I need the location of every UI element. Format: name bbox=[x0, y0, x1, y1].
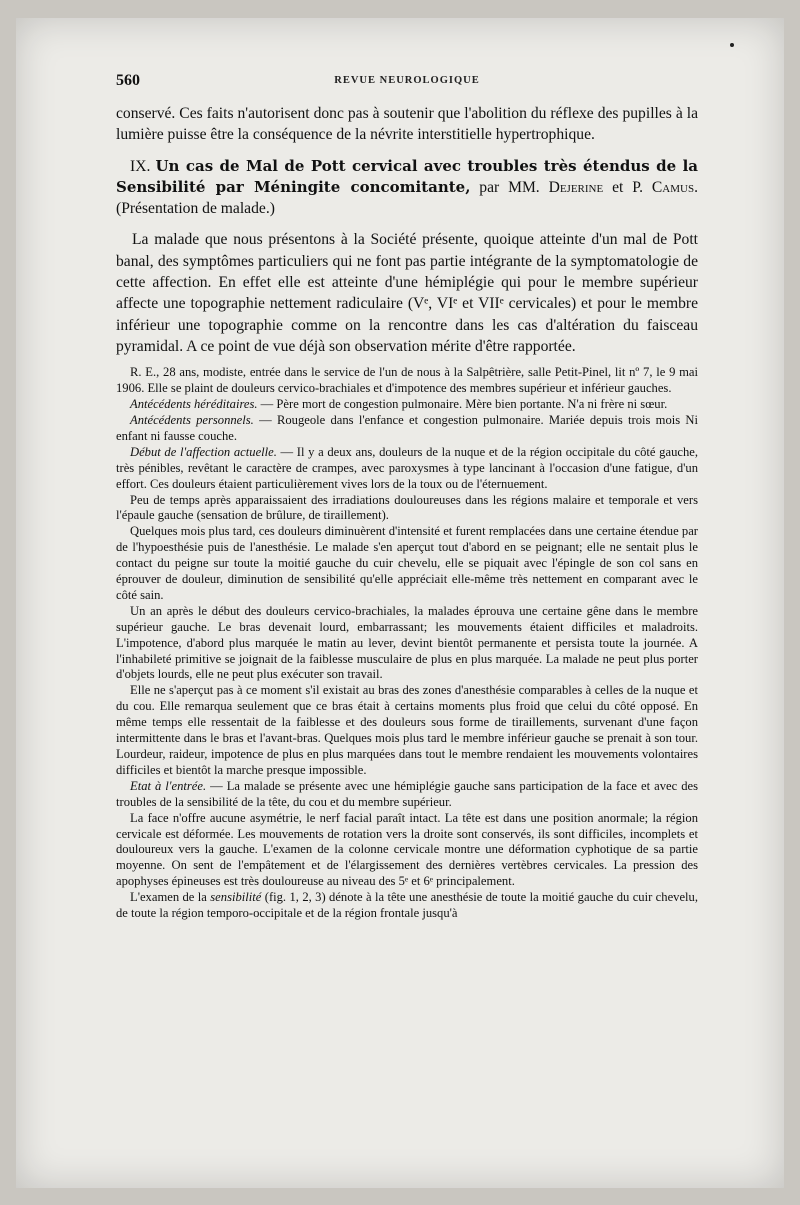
running-head: REVUE NEUROLOGIQUE bbox=[334, 75, 480, 86]
label-sensibility: sensibilité bbox=[210, 890, 262, 905]
ink-spot bbox=[730, 43, 734, 47]
case-paragraph-8: Elle ne s'aperçut pas à ce moment s'il existait au bras des zones d'anesthésie comparables à celles de la nuque et du cou. Elle remarqua seulement que ce bras était à certains moments plus froid que celui du côté opposé. En même temps elle ressentait de la faiblesse et des douleurs sous forme de tiraillements, survenant d'une façon intermittente dans le bras et l'avant-bras. Quelques mois plus tard le membre inférieur gauche se prenait à son tour. Lourdeur, raideur, impotence de plus en plus marquées dans tout le membre rendaient les mouvements volontaires difficiles et bientôt la marche presque impossible. bbox=[116, 683, 698, 777]
label-onset: Début de l'affection actuelle. bbox=[130, 444, 277, 459]
intro-paragraph: conservé. Ces faits n'autorisent donc pas à soutenir que l'abolition du réflexe des pupilles à la lumière puisse être la conséquence de la névrite interstitielle hypertrophique. bbox=[116, 105, 698, 144]
label-hereditary: Antécédents héréditaires. bbox=[130, 397, 258, 412]
section-number: IX. bbox=[130, 157, 151, 175]
text-hereditary: — Père mort de congestion pulmonaire. Mère bien portante. N'a ni frère ni sœur. bbox=[257, 397, 668, 412]
author-2: P. Camus. bbox=[632, 178, 698, 196]
case-paragraph-4 bbox=[116, 445, 698, 493]
author-separator: et bbox=[603, 178, 633, 196]
page-number: 560 bbox=[116, 72, 140, 89]
case-paragraph-10: La face n'offre aucune asymétrie, le nerf facial paraît intact. La tête est dans une position anormale; la région cervicale est déformée. Les mouvements de rotation vers la droite sont conservés, ils sont difficiles, incomplets et douloureux vers la gauche. L'examen de la colonne cervicale montre une déformation cyphotique de sa partie moyenne. On sent de l'empâtement et de l'élargissement des dernières vertèbres cervicales. La pression des apophyses épineuses est très douloureuse au niveau des 5ᵉ et 6ᵉ principalement. bbox=[116, 810, 698, 889]
section-heading bbox=[116, 156, 698, 220]
label-admission: Etat à l'entrée. bbox=[130, 778, 207, 793]
case-paragraph-3 bbox=[116, 413, 698, 445]
case-paragraph-1: R. E., 28 ans, modiste, entrée dans le service de l'un de nous à la Salpêtrière, salle Petit-Pinel, lit nº 7, le 9 mai 1906. Elle se plaint de douleurs cervico-brachiales et d'impotence des membres supérieur et inférieur gauches. bbox=[116, 365, 698, 396]
authors-prefix: par MM. bbox=[470, 178, 549, 196]
document-page bbox=[16, 18, 784, 1188]
case-paragraph-11 bbox=[116, 890, 698, 922]
section-subtitle: (Présentation de malade.) bbox=[116, 200, 275, 218]
label-personal: Antécédents personnels. bbox=[130, 412, 254, 427]
case-paragraph-2 bbox=[116, 397, 698, 413]
section-title: Un cas de Mal de Pott cervical avec troubles très étendus de la Sensibilité par Méningite concomitante, bbox=[116, 156, 698, 196]
text-onset: — Il y a deux ans, douleurs de la nuque et de la région occipitale du côté gauche, très pénibles, revêtant le caractère de crampes, avec paroxysmes à type lancinant à l'occasion d'une fatigue, d'un effort. Ces douleurs étaient particulièrement vives lors de la toux ou de l'éternuement. bbox=[116, 444, 698, 491]
body-paragraph-1: La malade que nous présentons à la Société présente, quoique atteinte d'un mal de Pott banal, des symptômes particuliers qui ne font pas partie intégrante de la symptomatologie de cette affection. En effet elle est atteinte d'une hémiplégie qui pour le membre supérieur affecte une topographie nettement radiculaire (Vᵉ, VIᵉ et VIIᵉ cervicales) et pour le membre inférieur une topographie comme on la rencontre dans les cas d'altération du faisceau pyramidal. A ce point de vue déjà son observation mérite d'être rapportée. bbox=[116, 231, 698, 355]
text-admission: — La malade se présente avec une hémiplégie gauche sans participation de la face et avec des troubles de la sensibilité de la tête, du cou et du membre supérieur. bbox=[116, 778, 698, 809]
case-paragraph-5: Peu de temps après apparaissaient des irradiations douloureuses dans les régions malaire et temporale et vers l'épaule gauche (sensation de brûlure, de tiraillement). bbox=[116, 492, 698, 523]
author-1: Dejerine bbox=[548, 178, 604, 196]
page-header bbox=[116, 72, 698, 92]
text-exam: (fig. 1, 2, 3) dénote à la tête une anesthésie de toute la moitié gauche du cuir chevelu, de toute la région temporo-occipitale et de la région frontale jusqu'à bbox=[116, 890, 698, 921]
page-body bbox=[116, 103, 698, 922]
text-personal: — Rougeole dans l'enfance et congestion pulmonaire. Mariée depuis trois mois Ni enfant ni fausse couche. bbox=[116, 412, 698, 443]
case-paragraph-7: Un an après le début des douleurs cervico-brachiales, la malades éprouva une certaine gêne dans le membre supérieur gauche. Le bras devenait lourd, embarrassant; les mouvements étaient difficiles et maladroits. L'impotence, d'abord plus marquée le matin au lever, devint bientôt permanente et persista toute la journée. A l'inhabileté primitive se joignait de la faiblesse musculaire de plus en plus marquée. La malade ne peut plus porter d'objets lourds, elle ne peut plus exécuter son travail. bbox=[116, 603, 698, 682]
text-exam-pre: L'examen de la bbox=[130, 890, 211, 905]
case-paragraph-6: Quelques mois plus tard, ces douleurs diminuèrent d'intensité et furent remplacées dans une certaine étendue par de l'hypoesthésie puis de l'anesthésie. Le malade s'en aperçut tout d'abord en se peignant; elle ne sentait plus le contact du peigne sur toute la moitié gauche du cuir chevelu, elle se piquait avec l'épingle de son col sans en éprouver de douleur, diminution de sensibilité qu'elle appréciait elle-même très nettement en comparant avec le côté sain. bbox=[116, 524, 698, 602]
case-paragraph-9 bbox=[116, 779, 698, 811]
